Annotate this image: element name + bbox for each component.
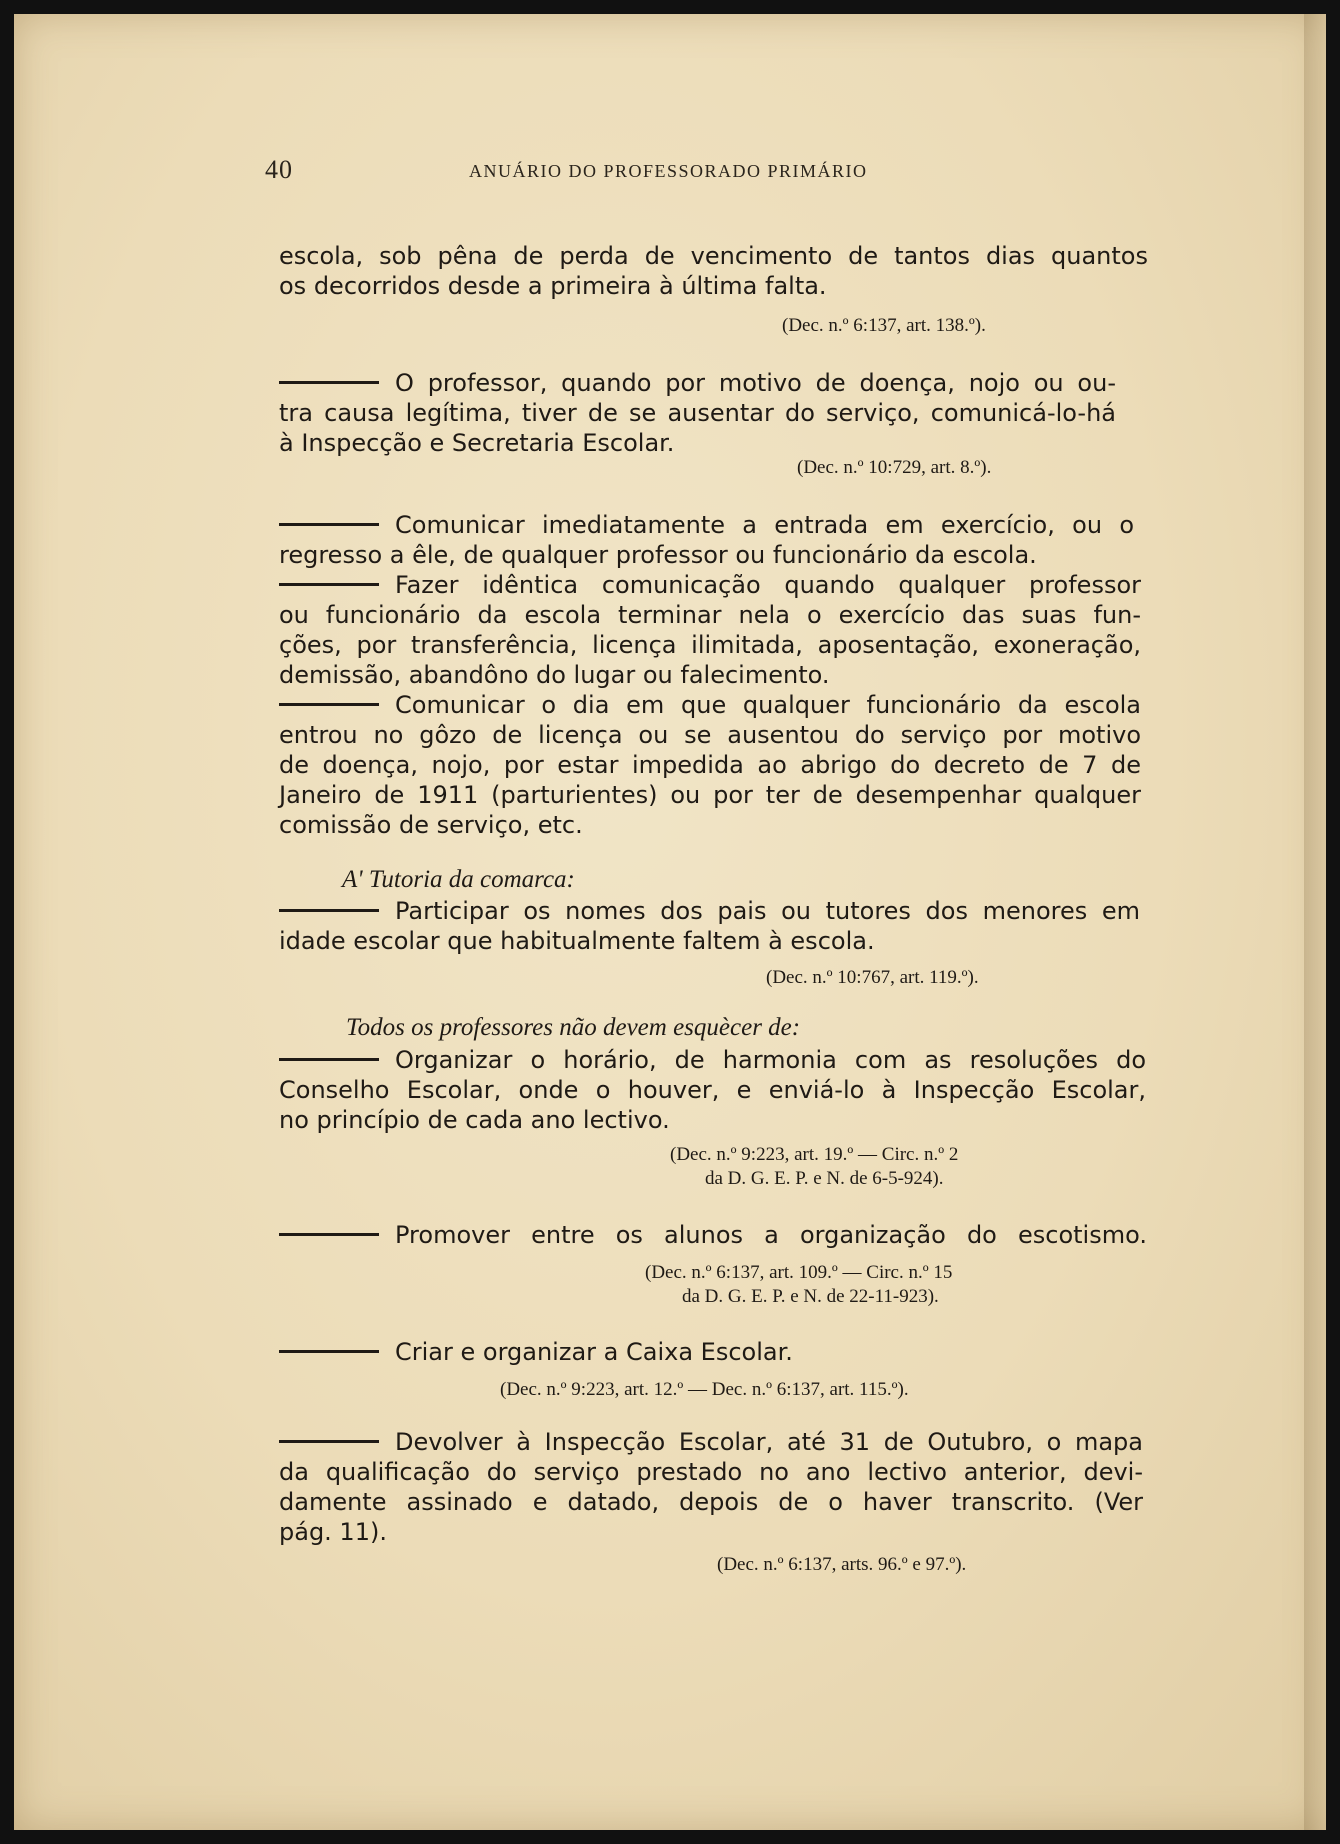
decree-reference: (Dec. n.º 10:767, art. 119.º). [766,967,979,988]
em-dash-rule [279,1440,379,1443]
text-line: entrou no gôzo de licença ou se ausentou do serviço por motivo [279,721,1141,749]
paragraph-9 [279,1337,979,1367]
em-dash-rule [279,1350,379,1353]
paragraph-5 [279,690,1141,840]
text-line: Conselho Escolar, onde o houver, e enviá-lo à Inspecção Escolar, [279,1076,1146,1104]
section-heading-todos-professores: Todos os professores não devem esquècer de: [346,1014,801,1041]
text-line: O professor, quando por motivo de doença, nojo ou ou- [395,369,1116,397]
decree-reference [670,1143,958,1191]
text-line: Fazer idêntica comunicação quando qualquer professor [395,571,1141,599]
text-line: regresso a êle, de qualquer professor ou funcionário da escola. [279,541,1037,569]
decree-reference-line: da D. G. E. P. e N. de 6-5-924). [705,1168,944,1189]
text-line: demissão, abandôno do lugar ou falecimento. [279,661,830,689]
decree-reference: (Dec. n.º 6:137, art. 138.º). [782,315,986,336]
paragraph-4 [279,570,1141,690]
text-line: comissão de serviço, etc. [279,811,583,839]
decree-reference [645,1261,952,1309]
decree-reference: (Dec. n.º 10:729, art. 8.º). [797,457,992,478]
em-dash-rule [279,909,379,912]
text-line: Comunicar o dia em que qualquer funcionário da escola [395,691,1141,719]
paragraph-6 [279,896,1140,956]
text-line: idade escolar que habitualmente faltem à escola. [279,927,875,955]
paragraph-10 [279,1427,1143,1547]
page-fold-shadow [1304,14,1326,1830]
running-title: ANUÁRIO DO PROFESSORADO PRIMÁRIO [469,161,868,181]
text-line: tra causa legítima, tiver de se ausentar do serviço, comunicá-lo-há [279,399,1116,427]
text-line: pág. 11). [279,1518,387,1546]
decree-reference-line: (Dec. n.º 9:223, art. 19.º — Circ. n.º 2 [670,1144,959,1165]
paragraph-7 [279,1045,1146,1135]
text-line: Criar e organizar a Caixa Escolar. [395,1338,793,1366]
em-dash-rule [279,1233,379,1236]
text-line: de doença, nojo, por estar impedida ao abrigo do decreto de 7 de [279,751,1141,779]
em-dash-rule [279,523,379,526]
text-line: Promover entre os alunos a organização do escotismo. [395,1221,1147,1249]
text-line: damente assinado e datado, depois de o haver transcrito. (Ver [279,1488,1143,1516]
page-number: 40 [265,155,293,184]
em-dash-rule [279,583,379,586]
text-line: Devolver à Inspecção Escolar, até 31 de Outubro, o mapa [395,1428,1143,1456]
text-line: no princípio de cada ano lectivo. [279,1106,670,1134]
paragraph-2 [279,368,1116,458]
text-line: ções, por transferência, licença ilimitada, aposentação, exoneração, [279,631,1141,659]
paragraph-8 [279,1220,1147,1250]
text-line: da qualificação do serviço prestado no ano lectivo anterior, devi- [279,1458,1143,1486]
decree-reference: (Dec. n.º 6:137, arts. 96.º e 97.º). [717,1554,967,1575]
paragraph-1 [279,241,1148,301]
text-line: Organizar o horário, de harmonia com as resoluções do [395,1046,1146,1074]
em-dash-rule [279,703,379,706]
text-line: Participar os nomes dos pais ou tutores dos menores em [395,897,1140,925]
text-line: Comunicar imediatamente a entrada em exercício, ou o [395,511,1134,539]
em-dash-rule [279,1058,379,1061]
decree-reference-line: (Dec. n.º 6:137, art. 109.º — Circ. n.º 15 [645,1262,953,1283]
section-heading-tutoria: A' Tutoria da comarca: [342,866,575,893]
decree-reference: (Dec. n.º 9:223, art. 12.º — Dec. n.º 6:137, art. 115.º). [500,1379,909,1400]
decree-reference-line: da D. G. E. P. e N. de 22-11-923). [682,1286,939,1307]
text-line: os decorridos desde a primeira à última falta. [279,272,827,300]
text-line: Janeiro de 1911 (parturientes) ou por ter de desempenhar qualquer [279,781,1141,809]
em-dash-rule [279,381,379,384]
paragraph-3 [279,510,1134,570]
text-line: à Inspecção e Secretaria Escolar. [279,429,675,457]
text-line: ou funcionário da escola terminar nela o exercício das suas fun- [279,601,1141,629]
text-line: escola, sob pêna de perda de vencimento de tantos dias quantos [279,242,1148,270]
